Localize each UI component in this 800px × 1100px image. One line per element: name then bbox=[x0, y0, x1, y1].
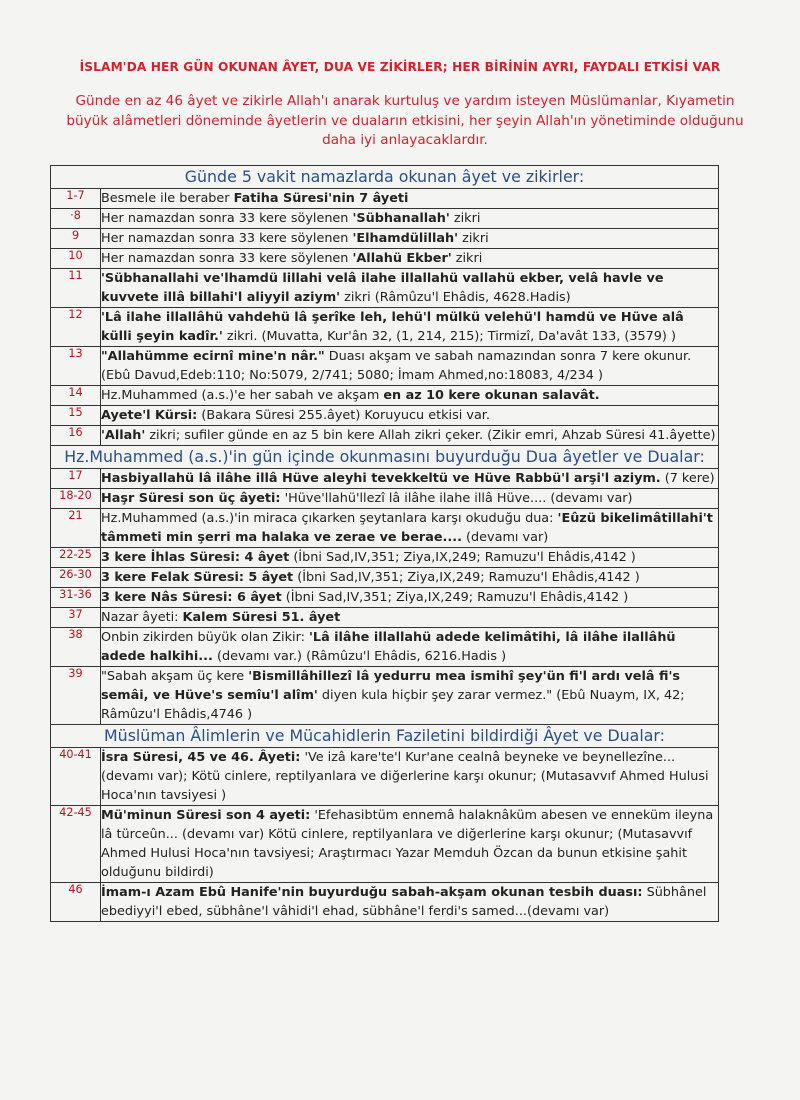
row-number: 22-25 bbox=[51, 548, 101, 568]
bold-text: Kalem Süresi 51. âyet bbox=[182, 610, 341, 625]
table-row bbox=[51, 249, 719, 269]
row-text bbox=[101, 509, 719, 548]
row-number: 12 bbox=[51, 308, 101, 347]
section-header-row bbox=[51, 166, 719, 189]
row-number: 11 bbox=[51, 269, 101, 308]
table-row bbox=[51, 269, 719, 308]
bold-text: 'Sübhanallahi ve'lhamdü lillahi velâ ilahe illallahü vallahü ekber, velâ havle ve kuvvete illâ billahi'l aliyyil aziym' bbox=[101, 271, 664, 305]
section-header-row bbox=[51, 725, 719, 748]
row-number: 42-45 bbox=[51, 806, 101, 883]
plain-text: (devamı var) bbox=[461, 530, 549, 545]
table-row bbox=[51, 588, 719, 608]
plain-text: Hz.Muhammed (a.s.)'e her sabah ve akşam bbox=[101, 388, 384, 403]
row-number: 38 bbox=[51, 628, 101, 667]
row-number: 13 bbox=[51, 347, 101, 386]
row-number: 15 bbox=[51, 406, 101, 426]
row-number: 9 bbox=[51, 229, 101, 249]
plain-text: Hz.Muhammed (a.s.)'in miraca çıkarken şeytanlara karşı okuduğu dua: bbox=[101, 511, 558, 526]
table-row bbox=[51, 406, 719, 426]
plain-text: zikri bbox=[449, 211, 481, 226]
plain-text: 'Hüve'llahü'llezî lâ ilâhe ilahe illâ Hüve.... (devamı var) bbox=[280, 491, 633, 506]
bold-text: "Allahümme ecirnî mine'n nâr." bbox=[101, 349, 325, 364]
row-number: 46 bbox=[51, 883, 101, 922]
bold-text: 'Allahü Ekber' bbox=[352, 251, 452, 266]
ayet-dua-table bbox=[50, 165, 719, 922]
bold-text: 'Lâ ilahe illallâhü vahdehü lâ şerîke leh, lehü'l mülkü velehü'l hamdü ve Hüve alâ külli şeyin kadîr.' bbox=[101, 310, 684, 344]
plain-text: (İbni Sad,IV,351; Ziya,IX,249; Ramuzu'l Ehâdis,4142 ) bbox=[289, 550, 636, 565]
table-row bbox=[51, 347, 719, 386]
row-text bbox=[101, 308, 719, 347]
plain-text: diyen kula hiçbir şey zarar vermez." (Ebû Nuaym, IX, 42; Râmûzu'l Ehâdis,4746 ) bbox=[101, 688, 685, 722]
plain-text: Her namazdan sonra 33 kere söylenen bbox=[101, 251, 353, 266]
plain-text: (7 kere) bbox=[660, 471, 715, 486]
table-row bbox=[51, 469, 719, 489]
row-text bbox=[101, 489, 719, 509]
plain-text: (İbni Sad,IV,351; Ziya,IX,249; Ramuzu'l Ehâdis,4142 ) bbox=[281, 590, 629, 605]
row-text bbox=[101, 249, 719, 269]
section-heading: Hz.Muhammed (a.s.)'in gün içinde okunmasını buyurduğu Dua âyetler ve Dualar: bbox=[51, 446, 719, 469]
table-row bbox=[51, 883, 719, 922]
row-number: 39 bbox=[51, 667, 101, 725]
row-text bbox=[101, 229, 719, 249]
plain-text: Her namazdan sonra 33 kere söylenen bbox=[101, 211, 353, 226]
table-row bbox=[51, 748, 719, 806]
plain-text: Besmele ile beraber bbox=[101, 191, 234, 206]
row-text bbox=[101, 667, 719, 725]
plain-text: Onbin zikirden büyük olan Zikir: bbox=[101, 630, 309, 645]
row-text bbox=[101, 568, 719, 588]
table-row bbox=[51, 806, 719, 883]
row-number: 31-36 bbox=[51, 588, 101, 608]
plain-text: (İbni Sad,IV,351; Ziya,IX,249; Ramuzu'l Ehâdis,4142 ) bbox=[293, 570, 640, 585]
row-text bbox=[101, 426, 719, 446]
bold-text: 3 kere Nâs Süresi: 6 âyet bbox=[101, 590, 282, 605]
bold-text: 3 kere İhlas Süresi: 4 âyet bbox=[101, 550, 290, 565]
bold-text: İmam-ı Azam Ebû Hanife'nin buyurduğu sabah-akşam okunan tesbih duası: bbox=[101, 885, 643, 900]
page-title: İSLAM'DA HER GÜN OKUNAN ÂYET, DUA VE ZİKİRLER; HER BİRİNİN AYRI, FAYDALI ETKİSİ VAR bbox=[79, 60, 721, 74]
table-row bbox=[51, 386, 719, 406]
bold-text: Fatiha Süresi'nin 7 âyeti bbox=[233, 191, 409, 206]
row-text bbox=[101, 608, 719, 628]
row-number: 17 bbox=[51, 469, 101, 489]
row-text bbox=[101, 347, 719, 386]
row-number: 40-41 bbox=[51, 748, 101, 806]
row-text bbox=[101, 628, 719, 667]
bold-text: 'Eûzü bikelimâtillahi't tâmmeti min şerri ma halaka ve zerae ve berae.... bbox=[101, 511, 713, 545]
plain-text: Her namazdan sonra 33 kere söylenen bbox=[101, 231, 353, 246]
plain-text: Sübhânel ebediyyi'l ebed, sübhâne'l vâhidi'l ehad, sübhâne'l ferdi's samed...(devamı var) bbox=[101, 885, 707, 919]
plain-text: zikri bbox=[451, 251, 483, 266]
row-number: 16 bbox=[51, 426, 101, 446]
plain-text: Duası akşam ve sabah namazından sonra 7 kere okunur. (Ebû Davud,Edeb:110; No:5079, 2/741; 5080; İmam Ahmed,no:18083, 4/234 ) bbox=[101, 349, 692, 383]
row-number: 10 bbox=[51, 249, 101, 269]
table-row bbox=[51, 229, 719, 249]
bold-text: Haşr Süresi son üç âyeti: bbox=[101, 491, 281, 506]
row-number: 21 bbox=[51, 509, 101, 548]
row-text bbox=[101, 748, 719, 806]
bold-text: 'Bismillâhillezî lâ yedurru mea ismihî şey'ün fi'l ardı velâ fi's semâi, ve Hüve's semîu'l alîm' bbox=[101, 669, 680, 703]
table-row bbox=[51, 548, 719, 568]
section-heading: Günde 5 vakit namazlarda okunan âyet ve zikirler: bbox=[51, 166, 719, 189]
table-row bbox=[51, 667, 719, 725]
table-row bbox=[51, 489, 719, 509]
table-row bbox=[51, 509, 719, 548]
plain-text: zikri bbox=[458, 231, 489, 246]
table-row bbox=[51, 308, 719, 347]
plain-text: (devamı var.) (Râmûzu'l Ehâdis, 6216.Hadis ) bbox=[212, 649, 507, 664]
plain-text: zikri. (Muvatta, Kur'ân 32, (1, 214, 215); Tirmizî, Da'avât 133, (3579) ) bbox=[222, 329, 676, 344]
bold-text: İsra Süresi, 45 ve 46. Âyeti: bbox=[101, 750, 301, 765]
row-text bbox=[101, 189, 719, 209]
plain-text: zikri; sufiler günde en az 5 bin kere Allah zikri çeker. (Zikir emri, Ahzab Süresi 41.âyette) bbox=[145, 428, 716, 443]
row-number: 1-7 bbox=[51, 189, 101, 209]
row-number: 37 bbox=[51, 608, 101, 628]
row-text bbox=[101, 406, 719, 426]
plain-text: "Sabah akşam üç kere bbox=[101, 669, 249, 684]
table-row bbox=[51, 426, 719, 446]
row-text bbox=[101, 209, 719, 229]
bold-text: 'Sübhanallah' bbox=[352, 211, 450, 226]
row-text bbox=[101, 588, 719, 608]
row-number: 14 bbox=[51, 386, 101, 406]
table-row bbox=[51, 628, 719, 667]
bold-text: Hasbiyallahü lâ ilâhe illâ Hüve aleyhi tevekkeltü ve Hüve Rabbü'l arşi'l aziym. bbox=[101, 471, 661, 486]
row-text bbox=[101, 269, 719, 308]
row-text bbox=[101, 386, 719, 406]
plain-text: zikri (Râmûzu'l Ehâdis, 4628.Hadis) bbox=[340, 290, 571, 305]
bold-text: 'Allah' bbox=[101, 428, 146, 443]
plain-text: Nazar âyeti: bbox=[101, 610, 183, 625]
bold-text: 'Elhamdülillah' bbox=[352, 231, 459, 246]
row-number: ·8 bbox=[51, 209, 101, 229]
plain-text: (Bakara Süresi 255.âyet) Koruyucu etkisi var. bbox=[197, 408, 490, 423]
table-row bbox=[51, 189, 719, 209]
row-text bbox=[101, 883, 719, 922]
bold-text: 'Lâ ilâhe illallahü adede kelimâtihi, lâ ilâhe ilallâhü adede halkihi... bbox=[101, 630, 676, 664]
row-number: 26-30 bbox=[51, 568, 101, 588]
table-row bbox=[51, 209, 719, 229]
plain-text: 'Ve izâ kare'te'l Kur'ane cealnâ beyneke ve beynellezîne...(devamı var); Kötü cinlere, reptilyanlara ve diğerlerine karşı okunur; (Mutasavvıf Ahmed Hulusi Hoca'nın tavsiyesi ) bbox=[101, 750, 709, 803]
section-heading: Müslüman Âlimlerin ve Mücahidlerin Faziletini bildirdiği Âyet ve Dualar: bbox=[51, 725, 719, 748]
intro-paragraph: Günde en az 46 âyet ve zikirle Allah'ı anarak kurtuluş ve yardım isteyen Müslümanlar, Kıyametin büyük alâmetleri döneminde âyetlerin ve duaların etkisini, her şeyin Allah'ın yönetiminde olduğunu daha iyi anlayacaklardır. bbox=[66, 93, 744, 148]
row-text bbox=[101, 548, 719, 568]
plain-text: 'Efehasibtüm ennemâ halaknâküm abesen ve enneküm ileyna lâ türceûn... (devamı var) Kötü cinlere, reptilyanlara ve diğerlerine karşı okunur; (Mutasavvıf Ahmed Hulusi Hoca'nın tavsiyesi; Araştırmacı Yazar Memduh Özcan da bunun etkisine şahit olduğunu bildirdi) bbox=[101, 808, 714, 880]
row-number: 18-20 bbox=[51, 489, 101, 509]
bold-text: Mü'minun Süresi son 4 ayeti: bbox=[101, 808, 311, 823]
row-text bbox=[101, 469, 719, 489]
bold-text: 3 kere Felak Süresi: 5 âyet bbox=[101, 570, 294, 585]
row-text bbox=[101, 806, 719, 883]
bold-text: en az 10 kere okunan salavât. bbox=[383, 388, 600, 403]
section-header-row bbox=[51, 446, 719, 469]
table-row bbox=[51, 608, 719, 628]
table-row bbox=[51, 568, 719, 588]
bold-text: Ayete'l Kürsi: bbox=[101, 408, 198, 423]
